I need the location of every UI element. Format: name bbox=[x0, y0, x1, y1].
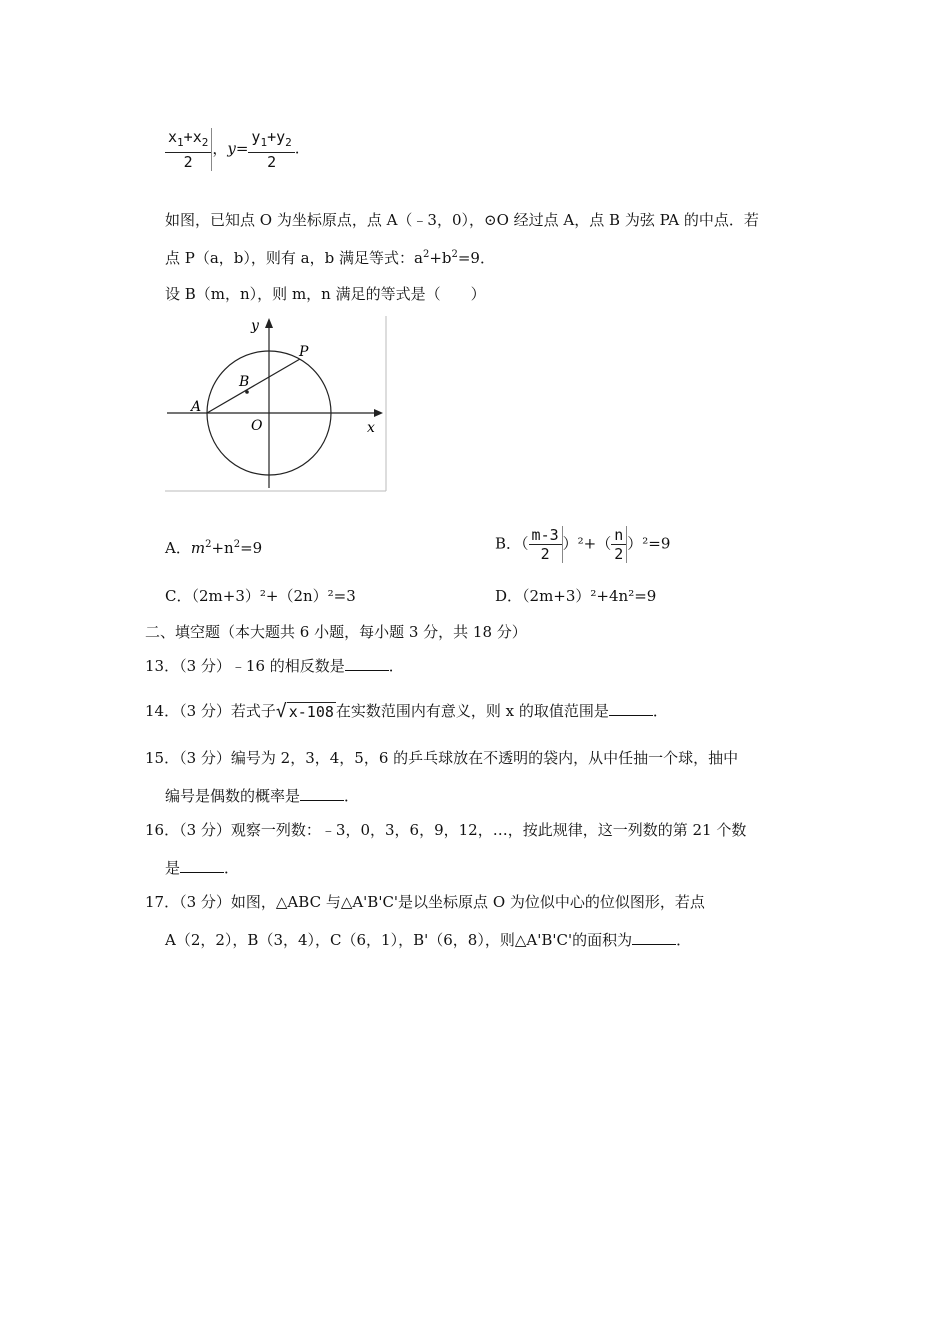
answer-blank bbox=[609, 701, 653, 716]
x-midpoint-fraction: $\frac{x_1+x_2}{2}$ bbox=[165, 128, 212, 171]
question-16-line1: 16．（3 分）观察一列数：﹣3，0，3，6，9，12，…，按此规律，这一列数的第 21 个数 bbox=[145, 821, 747, 839]
q12-line3: 设 B（m，n），则 m，n 满足的等式是（ ） bbox=[165, 285, 486, 303]
option-a: A．$m^2+n^2=9$ bbox=[165, 539, 263, 557]
question-14: 14．（3 分）若式子√ x-108 在实数范围内有意义，则 x 的取值范围是 ． bbox=[145, 701, 668, 722]
label-b: B bbox=[239, 374, 250, 390]
x-axis-arrow bbox=[374, 409, 383, 417]
chord-pa bbox=[207, 359, 300, 413]
point-b bbox=[245, 390, 249, 394]
label-o: O bbox=[251, 418, 263, 434]
answer-blank bbox=[300, 786, 344, 801]
q12-line1: 如图，已知点 O 为坐标原点，点 A（﹣3，0），⊙O 经过点 A，点 B 为弦 PA 的中点．若 bbox=[165, 211, 759, 229]
label-p: P bbox=[299, 344, 309, 360]
question-16-line2: 是 ． bbox=[165, 859, 240, 877]
question-15-line2: 编号是偶数的概率是 ． bbox=[165, 787, 360, 805]
section-title: 二、填空题（本大题共 6 小题，每小题 3 分，共 18 分） bbox=[145, 623, 527, 641]
option-c: C．（2m+3）²+（2n）²=3 bbox=[165, 587, 356, 605]
y-axis-arrow bbox=[265, 318, 273, 328]
option-b: B．（ $\frac{m-3}{2}$ ）²+（ $\frac{n}{2}$ ）²=9 bbox=[495, 526, 671, 563]
y-midpoint-fraction: $\frac{y_1+y_2}{2}$ bbox=[248, 128, 294, 171]
circle-chord-figure bbox=[165, 316, 387, 492]
label-y: y bbox=[251, 318, 259, 334]
answer-blank bbox=[180, 858, 224, 873]
question-17-line2: A（2，2），B（3，4），C（6，1），B'（6，8），则△A'B'C'的面积为 ． bbox=[165, 931, 692, 949]
question-17-line1: 17．（3 分）如图，△ABC 与△A'B'C'是以坐标原点 O 为位似中心的位似图形，若点 bbox=[145, 893, 705, 911]
option-d: D．（2m+3）²+4n²=9 bbox=[495, 587, 657, 605]
q12-line2: 点 P（a，b），则有 a，b 满足等式：$a^2+b^2=9$． bbox=[165, 249, 495, 267]
answer-blank bbox=[632, 930, 676, 945]
question-13: 13．（3 分）﹣16 的相反数是 ． bbox=[145, 657, 404, 675]
midpoint-formula: $\frac{x_1+x_2}{2}$ ，y= $\frac{y_1+y_2}{2}$ . bbox=[165, 128, 300, 171]
label-a: A bbox=[191, 399, 202, 415]
answer-blank bbox=[345, 656, 389, 671]
label-x: x bbox=[367, 420, 375, 436]
question-15-line1: 15．（3 分）编号为 2，3，4，5，6 的乒乓球放在不透明的袋内，从中任抽一个球，抽中 bbox=[145, 749, 739, 767]
sqrt-expression: √ x-108 bbox=[275, 701, 334, 722]
